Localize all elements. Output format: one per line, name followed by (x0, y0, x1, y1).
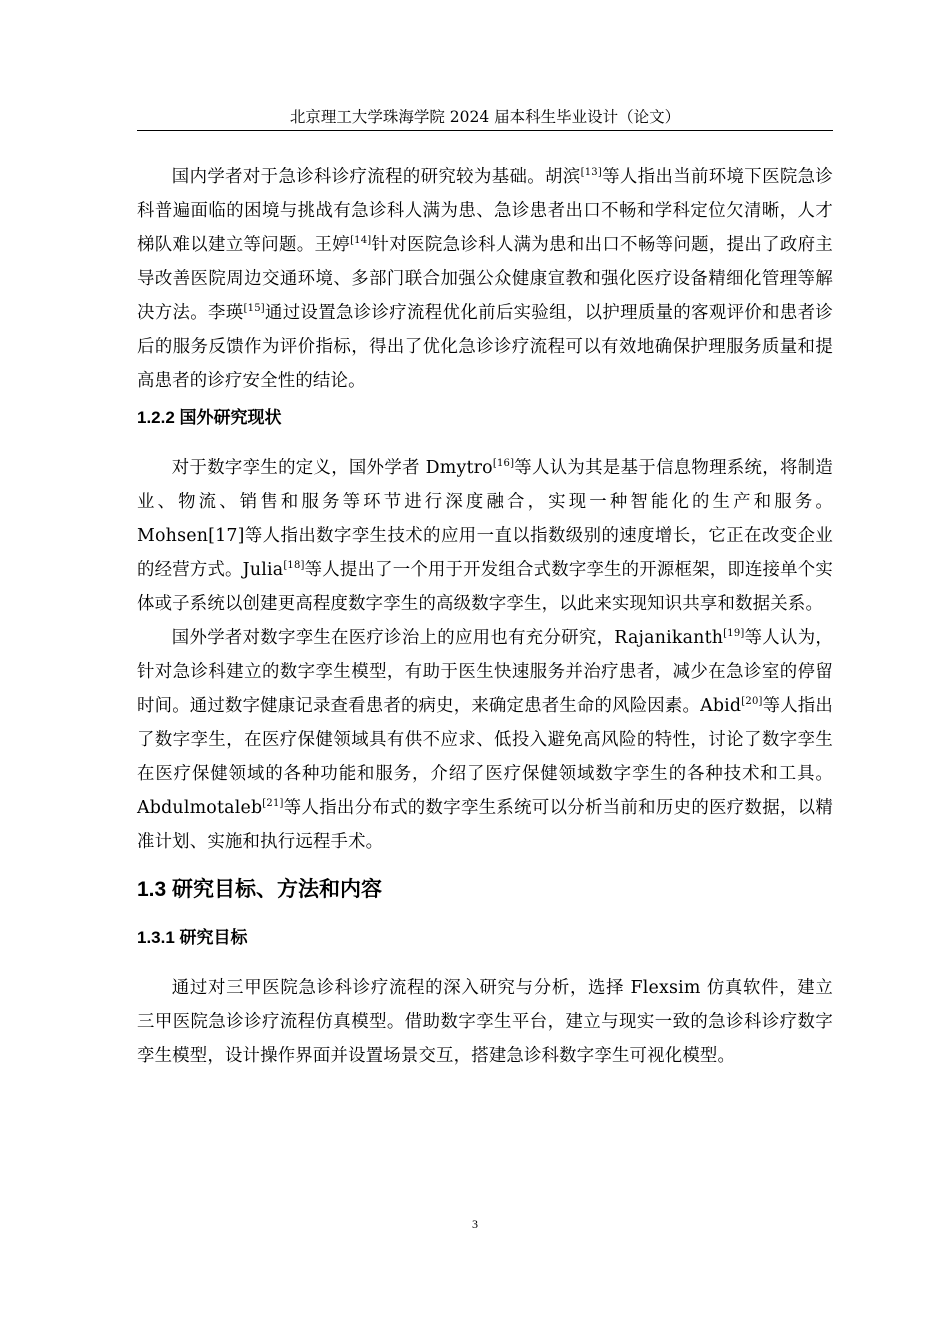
section-heading-1-3-1: 1.3.1 研究目标 (137, 928, 248, 947)
header-rule (137, 130, 833, 131)
running-header: 北京理工大学珠海学院 2024 届本科生毕业设计（论文） (289, 108, 681, 126)
text-run: 等人指出了数字孪生，在医疗保健领域具有供不应求、低投入避免高风险的特性，讨论了数字孪生在医疗保健领域的各种功能和服务，介绍了医疗保健领域数字孪生的各种技术和工具。Abdulmotaleb (137, 696, 833, 818)
text-run: 等人认为，针对急诊科建立的数字孪生模型，有助于医生快速服务并治疗患者，减少在急诊室的停留时间。通过数字健康记录查看患者的病史，来确定患者生命的风险因素。Abid (137, 628, 833, 716)
paragraph-digital-twin-definition (137, 451, 833, 621)
citation-ref: [13] (580, 167, 602, 179)
text-run: 通过设置急诊诊疗流程优化前后实验组，以护理质量的客观评价和患者诊后的服务反馈作为评价指标，得出了优化急诊诊疗流程可以有效地确保护理服务质量和提高患者的诊疗安全性的结论。 (137, 303, 833, 391)
citation-ref: [19] (723, 628, 745, 640)
paragraph-research-goal: 通过对三甲医院急诊科诊疗流程的深入研究与分析，选择 Flexsim 仿真软件，建立三甲医院急诊诊疗流程仿真模型。借助数字孪生平台，建立与现实一致的急诊科诊疗数字孪生模型，设计操作界面并设置场景交互，搭建急诊科数字孪生可视化模型。 (137, 978, 833, 1066)
text-run: 针对医院急诊科人满为患和出口不畅等问题，提出了政府主导改善医院周边交通环境、多部门联合加强公众健康宣教和强化医疗设备精细化管理等解决方法。李瑛 (137, 235, 834, 323)
citation-ref: [16] (492, 458, 515, 470)
paragraph-digital-twin-medical (137, 621, 833, 859)
citation-ref: [20] (741, 696, 763, 708)
section-heading-1-2-2: 1.2.2 国外研究现状 (137, 408, 282, 427)
paragraph-domestic-research (137, 160, 833, 398)
text-run: 等人指出分布式的数字孪生系统可以分析当前和历史的医疗数据，以精准计划、实施和执行远程手术。 (137, 798, 833, 852)
text-run: 国内学者对于急诊科诊疗流程的研究较为基础。胡滨 (171, 167, 581, 187)
text-run: 等人认为其是基于信息物理系统，将制造业、物流、销售和服务等环节进行深度融合，实现一种智能化的生产和服务。Mohsen[17]等人指出数字孪生技术的应用一直以指数级别的速度增长，它正在改变企业的经营方式。Julia (137, 458, 833, 580)
page-number: 3 (472, 1217, 478, 1231)
text-run: 国外学者对数字孪生在医疗诊治上的应用也有充分研究，Rajanikanth (171, 628, 724, 648)
page-body (137, 160, 833, 1073)
text-run: 对于数字孪生的定义，国外学者 Dmytro (171, 458, 493, 478)
section-heading-1-3: 1.3 研究目标、方法和内容 (137, 878, 383, 901)
citation-ref: [21] (262, 798, 284, 810)
citation-ref: [15] (243, 303, 265, 315)
citation-ref: [18] (283, 560, 305, 572)
text-run: 等人提出了一个用于开发组合式数字孪生的开源框架，即连接单个实体或子系统以创建更高程度数字孪生的高级数字孪生，以此来实现知识共享和数据关系。 (137, 560, 833, 614)
text-run: 等人指出当前环境下医院急诊科普遍面临的困境与挑战有急诊科人满为患、急诊患者出口不畅和学科定位欠清晰，人才梯队难以建立等问题。王婷 (137, 167, 833, 255)
citation-ref: [14] (350, 235, 372, 247)
